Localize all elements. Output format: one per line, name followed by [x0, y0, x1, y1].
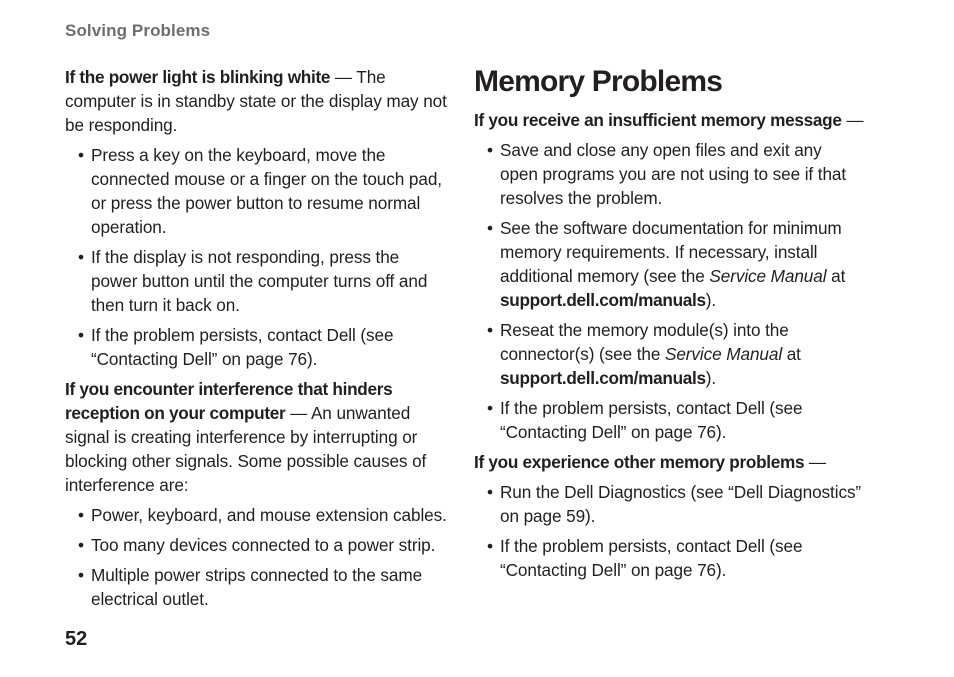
interference-heading: If you encounter interference that hinders reception on your computer — [65, 379, 393, 423]
other-memory-paragraph: If you experience other memory problems — — [474, 452, 827, 472]
running-header: Solving Problems — [65, 21, 211, 40]
other-memory-heading: If you experience other memory problems — [474, 452, 805, 472]
list-item: • Power, keyboard, and mouse extension cables. — [78, 505, 447, 525]
list-item: • Multiple power strips connected to the same electrical outlet. — [78, 565, 423, 609]
list-item: • Reseat the memory module(s) into the connector(s) (see the Service Manual at support.dell.com/manuals). — [487, 320, 801, 388]
support-url: support.dell.com/manuals — [500, 290, 706, 310]
power-light-list — [65, 143, 450, 371]
power-light-heading: If the power light is blinking white — [65, 67, 331, 87]
bullet-icon: • — [78, 325, 84, 345]
insufficient-memory-list — [474, 138, 864, 444]
interference-list — [65, 503, 450, 611]
insufficient-memory-paragraph: If you receive an insufficient memory message — — [474, 110, 864, 130]
page-number: 52 — [65, 628, 88, 650]
service-manual-title: Service Manual — [664, 344, 783, 364]
bullet-icon: • — [487, 398, 493, 418]
right-column — [474, 64, 864, 588]
other-memory-list — [474, 480, 864, 582]
interference-paragraph — [65, 377, 450, 497]
bullet-icon: • — [487, 536, 493, 556]
list-item: • Run the Dell Diagnostics (see “Dell Diagnostics” on page 59). — [487, 482, 862, 526]
bullet-icon: • — [487, 218, 493, 238]
insufficient-memory-heading: If you receive an insufficient memory message — [474, 110, 842, 130]
section-title: Memory Problems — [474, 65, 723, 98]
power-light-paragraph — [65, 65, 450, 137]
service-manual-title: Service Manual — [709, 266, 827, 286]
left-column — [65, 65, 450, 617]
support-url: support.dell.com/manuals — [500, 368, 706, 388]
list-item: • See the software documentation for minimum memory requirements. If necessary, install additional memory (see the Service Manual at support.dell.com/manuals). — [487, 218, 846, 310]
list-item: • Save and close any open files and exit any open programs you are not using to see if that resolves the problem. — [487, 140, 847, 208]
bullet-icon: • — [487, 482, 493, 502]
list-item: • If the problem persists, contact Dell (see “Contacting Dell” on page 76). — [487, 398, 803, 442]
bullet-icon: • — [78, 565, 84, 585]
list-item: • If the display is not responding, press the power button until the computer turns off and then turn it back on. — [78, 247, 428, 315]
interference-text: — An unwanted signal is creating interference by interrupting or blocking other signals. Some possible causes of interference are: — [65, 403, 427, 495]
list-item: • If the problem persists, contact Dell (see “Contacting Dell” on page 76). — [78, 325, 394, 369]
bullet-icon: • — [78, 505, 84, 525]
list-item: • Press a key on the keyboard, move the connected mouse or a finger on the touch pad, or press the power button to resume normal operation. — [78, 145, 442, 237]
bullet-icon: • — [78, 247, 84, 267]
list-item: • Too many devices connected to a power strip. — [78, 535, 436, 555]
bullet-icon: • — [78, 535, 84, 555]
bullet-icon: • — [487, 140, 493, 160]
list-item: • If the problem persists, contact Dell (see “Contacting Dell” on page 76). — [487, 536, 803, 580]
bullet-icon: • — [487, 320, 493, 340]
bullet-icon: • — [78, 145, 84, 165]
power-light-text: — The computer is in standby state or the display may not be responding. — [65, 67, 447, 135]
